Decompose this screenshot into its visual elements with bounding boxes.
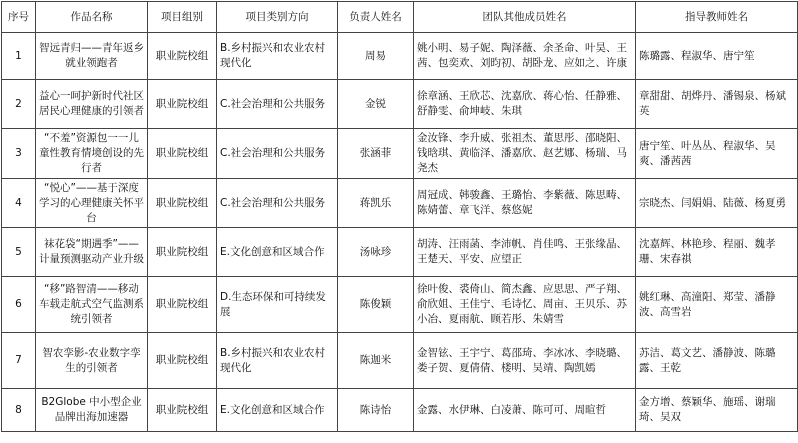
cell-work: 袜花袋“期遇季”——计量预测驱动产业升级 [36,228,148,277]
cell-group: 职业院校组 [148,33,217,80]
cell-no: 1 [2,33,36,80]
cell-advisors: 章甜甜、胡烨丹、潘锡泉、杨斌英 [636,80,798,129]
table-row [2,389,798,432]
cell-leader: 张涵菲 [338,129,414,179]
cell-leader: 汤咏珍 [338,228,414,277]
cell-category: C.社会治理和公共服务 [217,129,338,179]
cell-category: D.生态环保和可持续发展 [217,277,338,333]
cell-group: 职业院校组 [148,389,217,432]
cell-work: “移”路智清——移动车载走航式空气监测系统引领者 [36,277,148,333]
cell-no: 8 [2,389,36,432]
table-row [2,80,798,129]
cell-no: 5 [2,228,36,277]
header-no: 序号 [2,2,36,33]
cell-advisors: 陈璐露、程淑华、唐宁笙 [636,33,798,80]
table-row [2,33,798,80]
cell-group: 职业院校组 [148,80,217,129]
cell-work: 智农孪影-农业数字孪生的引领者 [36,333,148,389]
cell-category: E.文化创意和区域合作 [217,389,338,432]
cell-category: B.乡村振兴和农业农村现代化 [217,333,338,389]
cell-members: 周冠成、韩骏鑫、王璐怡、李紫薇、陈思畴、陈婧蕾、章飞洋、蔡悠妮 [414,179,636,228]
cell-advisors: 苏洁、葛文艺、潘静波、陈璐露、王乾 [636,333,798,389]
table-row [2,333,798,389]
cell-advisors: 金方增、蔡颖华、施瑶、谢瑞琦、吴双 [636,389,798,432]
cell-advisors: 唐宁笙、叶丛丛、程淑华、吴爽、潘茜茜 [636,129,798,179]
cell-no: 3 [2,129,36,179]
cell-advisors: 姚红琳、高潼阳、郑莹、潘静波、高雪岩 [636,277,798,333]
cell-members: 徐章涵、王欣芯、沈嘉欣、蒋心怡、任静雅、舒静雯、俞坤岐、朱琪 [414,80,636,129]
cell-leader: 蒋凯乐 [338,179,414,228]
cell-advisors: 宗晓杰、闫娟娟、陆薇、杨夏勇 [636,179,798,228]
cell-work: 益心一呵护新时代社区居民心理健康的引领者 [36,80,148,129]
header-group: 项目组别 [148,2,217,33]
table-row [2,228,798,277]
cell-group: 职业院校组 [148,228,217,277]
cell-work: “悦心”——基于深度学习的心理健康关怀平台 [36,179,148,228]
cell-members: 徐叶俊、裘倚山、简杰鑫、应思思、严子翔、俞欣姐、王佳宁、毛诗忆、周亩、王贝乐、苏小冶、夏雨航、顾若彤、朱婧雪 [414,277,636,333]
cell-leader: 陈迦米 [338,333,414,389]
cell-group: 职业院校组 [148,129,217,179]
cell-members: 金智铉、王宇宁、葛邵琦、李冰冰、李晓璐、娄子贺、夏倩倩、楼明、吴靖、陶凯嫣 [414,333,636,389]
table-row [2,129,798,179]
cell-group: 职业院校组 [148,277,217,333]
table-row [2,277,798,333]
cell-category: E.文化创意和区域合作 [217,228,338,277]
cell-leader: 陈俊颖 [338,277,414,333]
header-advisors: 指导教师姓名 [636,2,798,33]
cell-leader: 金锐 [338,80,414,129]
header-members: 团队其他成员姓名 [414,2,636,33]
cell-leader: 周易 [338,33,414,80]
cell-members: 姚小明、易子妮、陶泽薇、余圣命、叶昊、王茜、包奕欢、刘昀初、胡卧龙、应如之、许康 [414,33,636,80]
cell-members: 胡涛、汪雨菡、李沛帆、肖佳鸣、王张缘晶、王楚天、平安、应望正 [414,228,636,277]
projects-table [1,1,798,432]
cell-category: C.社会治理和公共服务 [217,179,338,228]
cell-category: B.乡村振兴和农业农村现代化 [217,33,338,80]
cell-category: C.社会治理和公共服务 [217,80,338,129]
cell-no: 7 [2,333,36,389]
cell-work: 智远青归——青年返乡就业领跑者 [36,33,148,80]
cell-group: 职业院校组 [148,179,217,228]
cell-no: 2 [2,80,36,129]
cell-no: 4 [2,179,36,228]
cell-group: 职业院校组 [148,333,217,389]
cell-work: B2Globe 中小型企业品牌出海加速器 [36,389,148,432]
cell-no: 6 [2,277,36,333]
header-work: 作品名称 [36,2,148,33]
cell-members: 金汝锋、李升威、张祖杰、董思彤、邵晓阳、钱晗琪、黄临泽、潘嘉欣、赵艺娜、杨瑞、马尧杰 [414,129,636,179]
table-row [2,179,798,228]
cell-advisors: 沈嘉辉、林艳珍、程丽、魏孝珊、宋春祺 [636,228,798,277]
header-leader: 负责人姓名 [338,2,414,33]
cell-work: “不羞”资源包一一儿童性教育情境创设的先行者 [36,129,148,179]
header-category: 项目类别方向 [217,2,338,33]
header-row [2,2,798,33]
cell-leader: 陈诗怡 [338,389,414,432]
cell-members: 金露、水伊琳、白凌萧、陈可可、周暄哲 [414,389,636,432]
